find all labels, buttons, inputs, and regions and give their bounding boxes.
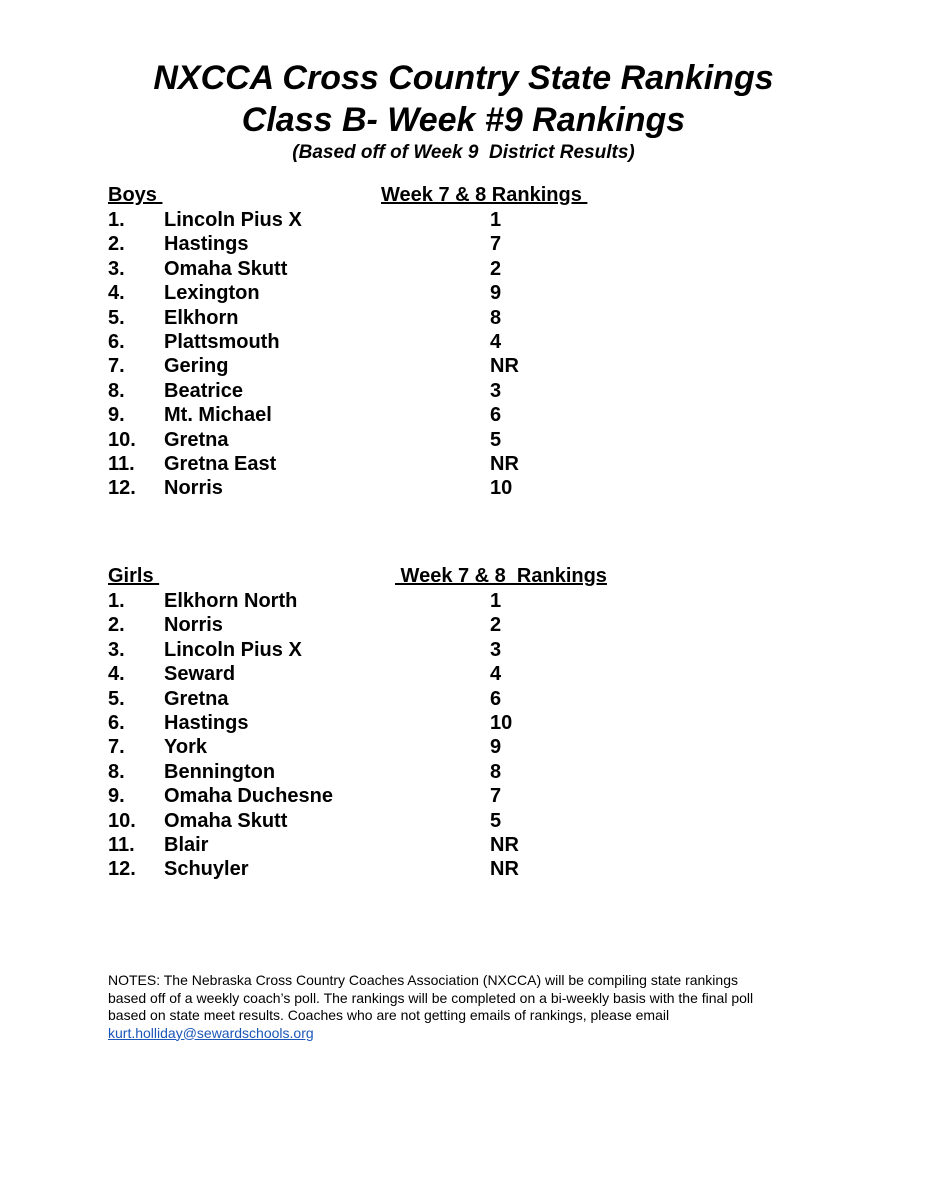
girls-ranking-row — [108, 687, 808, 711]
team-name: Mt. Michael — [164, 404, 272, 427]
team-name: Elkhorn — [164, 306, 239, 329]
previous-rank: 1 — [490, 209, 502, 231]
previous-rank: 1 — [490, 590, 502, 612]
boys-rankings-section — [108, 183, 808, 501]
team-name: Gretna — [164, 428, 229, 451]
team-name: Plattsmouth — [164, 330, 280, 353]
previous-rank: 3 — [490, 638, 502, 661]
previous-rank: NR — [490, 858, 519, 881]
boys-ranking-row — [108, 476, 808, 500]
team-name: Omaha Duchesne — [164, 785, 333, 808]
team-name: Beatrice — [164, 379, 243, 402]
team-name: Lexington — [164, 282, 260, 305]
notes-text: NOTES: The Nebraska Cross Country Coaches Association (NXCCA) will be compiling state rankings based off of a weekly coach’s poll. The rankings will be completed on a bi-weekly basis with the final poll based on state meet results. Coaches who are not getting emails of rankings, please email — [108, 972, 754, 1023]
boys-ranking-row — [108, 354, 808, 378]
team-name: Seward — [164, 663, 236, 686]
previous-rank: 8 — [490, 760, 502, 783]
previous-rank: NR — [490, 355, 519, 378]
rank-number: 7. — [108, 355, 125, 378]
boys-ranking-row — [108, 452, 808, 476]
boys-ranking-row — [108, 330, 808, 354]
previous-rank: 7 — [490, 785, 502, 808]
team-name: Omaha Skutt — [164, 809, 288, 832]
girls-ranking-row — [108, 760, 808, 784]
rank-number: 8. — [108, 760, 125, 783]
girls-ranking-row — [108, 662, 808, 686]
rank-number: 9. — [108, 404, 125, 427]
previous-rank: 4 — [490, 663, 502, 686]
girls-section-label: Girls — [108, 565, 160, 587]
rank-number: 1. — [108, 209, 125, 231]
girls-section-header — [108, 564, 808, 589]
team-name: Gretna — [164, 687, 229, 710]
team-name: Lincoln Pius X — [164, 209, 302, 231]
team-name: Norris — [164, 477, 223, 500]
rank-number: 2. — [108, 233, 125, 256]
document-subtitle: (Based off of Week 9 District Results) — [292, 142, 635, 163]
rank-number: 2. — [108, 614, 125, 637]
previous-rank: 10 — [490, 711, 513, 734]
previous-rank: 9 — [490, 282, 502, 305]
previous-rank: NR — [490, 833, 519, 856]
boys-ranking-row — [108, 379, 808, 403]
girls-ranking-row — [108, 833, 808, 857]
rank-number: 5. — [108, 687, 125, 710]
rank-number: 8. — [108, 379, 125, 402]
previous-rank: 7 — [490, 233, 502, 256]
boys-section-label: Boys — [108, 184, 163, 206]
team-name: Lincoln Pius X — [164, 638, 302, 661]
boys-previous-rankings-header: Week 7 & 8 Rankings — [381, 184, 588, 206]
girls-rankings-list — [108, 589, 808, 882]
girls-ranking-row — [108, 638, 808, 662]
girls-ranking-row — [108, 589, 808, 613]
rank-number: 11. — [108, 452, 135, 475]
rank-number: 5. — [108, 306, 125, 329]
previous-rank: 9 — [490, 736, 502, 759]
girls-previous-rankings-header: Week 7 & 8 Rankings — [395, 565, 607, 587]
rank-number: 4. — [108, 663, 125, 686]
boys-ranking-row — [108, 232, 808, 256]
team-name: York — [164, 736, 207, 759]
rank-number: 7. — [108, 736, 125, 759]
team-name: Schuyler — [164, 858, 249, 881]
rank-number: 1. — [108, 590, 125, 612]
rank-number: 12. — [108, 858, 136, 881]
previous-rank: 3 — [490, 379, 502, 402]
document-title: NXCCA Cross Country State Rankings — [153, 59, 774, 97]
previous-rank: 5 — [490, 809, 502, 832]
previous-rank: 6 — [490, 687, 502, 710]
team-name: Gretna East — [164, 452, 277, 475]
previous-rank: 4 — [490, 330, 502, 353]
rank-number: 11. — [108, 833, 135, 856]
rank-number: 12. — [108, 477, 136, 500]
girls-ranking-row — [108, 711, 808, 735]
previous-rank: 2 — [490, 614, 502, 637]
rank-number: 6. — [108, 711, 125, 734]
previous-rank: 5 — [490, 428, 502, 451]
team-name: Norris — [164, 614, 223, 637]
document-class-week-title: Class B- Week #9 Rankings — [241, 101, 686, 139]
girls-ranking-row — [108, 857, 808, 881]
boys-ranking-row — [108, 257, 808, 281]
girls-rankings-section — [108, 564, 808, 882]
previous-rank: 2 — [490, 257, 502, 280]
team-name: Bennington — [164, 760, 276, 783]
boys-ranking-row — [108, 428, 808, 452]
rank-number: 6. — [108, 330, 125, 353]
boys-rankings-list — [108, 208, 808, 501]
rank-number: 4. — [108, 282, 125, 305]
rank-number: 9. — [108, 785, 125, 808]
rank-number: 3. — [108, 257, 125, 280]
previous-rank: NR — [490, 452, 519, 475]
boys-ranking-row — [108, 306, 808, 330]
boys-ranking-row — [108, 208, 808, 232]
previous-rank: 10 — [490, 477, 513, 500]
previous-rank: 6 — [490, 404, 502, 427]
team-name: Hastings — [164, 711, 249, 734]
rank-number: 10. — [108, 428, 136, 451]
rank-number: 10. — [108, 809, 136, 832]
rank-number: 3. — [108, 638, 125, 661]
boys-ranking-row — [108, 281, 808, 305]
team-name: Elkhorn North — [164, 590, 298, 612]
notes-section — [108, 972, 828, 1042]
boys-section-header — [108, 183, 808, 208]
team-name: Blair — [164, 833, 209, 856]
team-name: Gering — [164, 355, 229, 378]
team-name: Omaha Skutt — [164, 257, 288, 280]
girls-ranking-row — [108, 784, 808, 808]
boys-ranking-row — [108, 403, 808, 427]
team-name: Hastings — [164, 233, 249, 256]
girls-ranking-row — [108, 735, 808, 759]
contact-email-link[interactable]: kurt.holliday@sewardschools.org — [108, 1024, 314, 1041]
previous-rank: 8 — [490, 306, 502, 329]
girls-ranking-row — [108, 613, 808, 637]
girls-ranking-row — [108, 809, 808, 833]
